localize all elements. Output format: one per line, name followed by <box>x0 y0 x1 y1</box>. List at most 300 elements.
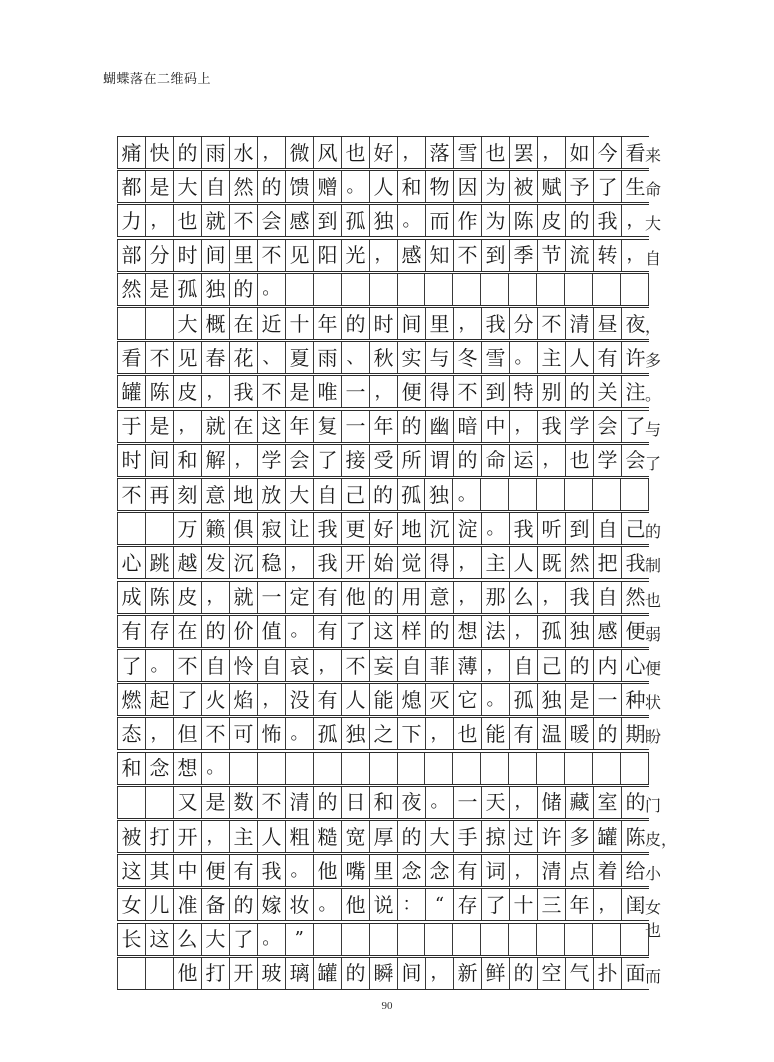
grid-cell: 然 <box>117 274 145 305</box>
grid-cell <box>508 274 536 305</box>
grid-cell: 暖 <box>565 718 593 749</box>
grid-cell: 一 <box>341 411 369 442</box>
grid-cell: 和 <box>397 171 425 202</box>
grid-cell: 在 <box>173 616 201 647</box>
grid-cell: 觉 <box>397 547 425 578</box>
margin-punctuation: 自 <box>645 248 662 268</box>
grid-cell: ， <box>453 547 481 578</box>
grid-cell: 学 <box>593 445 621 476</box>
grid-cell: ， <box>257 137 285 168</box>
grid-cell: 能 <box>481 718 509 749</box>
grid-cell: 之 <box>369 718 397 749</box>
margin-punctuation: 大 <box>645 214 662 234</box>
grid-cell: 。 <box>285 855 313 886</box>
grid-cell: 下 <box>397 718 425 749</box>
grid-cell: 始 <box>369 547 397 578</box>
grid-cell: ， <box>425 958 453 989</box>
grid-cell: 不 <box>229 205 257 236</box>
grid-cell: 不 <box>117 479 145 510</box>
grid-cell: 。 <box>341 171 369 202</box>
grid-cell: 一 <box>453 787 481 818</box>
grid-cell: 人 <box>257 821 285 852</box>
grid-cell: ， <box>621 240 649 271</box>
grid-cell: 孤 <box>341 205 369 236</box>
grid-cell: 把 <box>593 547 621 578</box>
grid-cell: 听 <box>537 513 565 544</box>
grid-cell: 大 <box>173 308 201 339</box>
grid-cell: 而 <box>425 205 453 236</box>
grid-cell: ， <box>145 205 173 236</box>
grid-cell: 关 <box>593 376 621 407</box>
grid-cell: 用 <box>397 582 425 613</box>
grid-cell: ， <box>537 582 565 613</box>
grid-cell: 然 <box>621 582 649 613</box>
grid-cell: 罐 <box>117 376 145 407</box>
grid-cell: 哀 <box>285 650 313 681</box>
grid-cell: 定 <box>285 582 313 613</box>
grid-cell: 地 <box>397 513 425 544</box>
grid-cell: 解 <box>201 445 229 476</box>
grid-cell: 嘴 <box>341 855 369 886</box>
grid-cell: 如 <box>565 137 593 168</box>
grid-cell: 。 <box>452 479 480 510</box>
grid-cell: 流 <box>565 240 593 271</box>
grid-cell: 罢 <box>509 137 537 168</box>
grid-cell: 独 <box>201 274 229 305</box>
grid-cell: 。 <box>257 924 285 955</box>
grid-cell: 陈 <box>145 376 173 407</box>
margin-punctuation: 。 <box>645 385 662 405</box>
margin-punctuation: 多 <box>645 351 662 371</box>
grid-cell: 好 <box>369 137 397 168</box>
grid-cell: 藏 <box>565 787 593 818</box>
grid-cell: 开 <box>341 547 369 578</box>
grid-cell: 我 <box>593 205 621 236</box>
grid-cell: 间 <box>397 308 425 339</box>
grid-cell <box>620 924 649 955</box>
grid-cell <box>341 924 369 955</box>
grid-cell: 大 <box>201 924 229 955</box>
grid-cell <box>341 274 369 305</box>
grid-cell: 词 <box>481 855 509 886</box>
grid-cell: 念 <box>397 855 425 886</box>
grid-cell: 。 <box>481 513 509 544</box>
grid-cell: 雪 <box>453 137 481 168</box>
grid-cell: 到 <box>481 240 509 271</box>
grid-cell: ： <box>397 889 425 920</box>
grid-cell: 到 <box>565 513 593 544</box>
grid-cell <box>397 753 425 784</box>
grid-cell: 就 <box>201 205 229 236</box>
grid-cell: 了 <box>481 889 509 920</box>
grid-cell: 好 <box>369 513 397 544</box>
grid-cell: 唯 <box>313 376 341 407</box>
grid-row <box>117 649 662 682</box>
grid-cell: 人 <box>369 171 397 202</box>
grid-cell: 独 <box>369 205 397 236</box>
grid-cell: 怜 <box>229 650 257 681</box>
grid-cell: 糙 <box>313 821 341 852</box>
grid-cell: 冬 <box>453 342 481 373</box>
grid-cell: 独 <box>537 684 565 715</box>
grid-cell: 让 <box>285 513 313 544</box>
grid-cell: 这 <box>117 855 145 886</box>
grid-cell: 了 <box>313 445 341 476</box>
grid-cell <box>424 274 452 305</box>
grid-cell: 许 <box>621 342 649 373</box>
grid-cell: 皮 <box>173 376 201 407</box>
grid-row <box>117 615 662 648</box>
grid-cell: 分 <box>145 240 173 271</box>
grid-cell: 的 <box>565 650 593 681</box>
grid-cell: 孤 <box>313 718 341 749</box>
grid-cell: 被 <box>117 821 145 852</box>
grid-cell <box>117 958 145 989</box>
grid-cell: 花 <box>229 342 257 373</box>
grid-cell: 的 <box>257 171 285 202</box>
grid-cell: 值 <box>257 616 285 647</box>
grid-cell: ， <box>509 787 537 818</box>
grid-cell: 独 <box>341 718 369 749</box>
grid-cell: 放 <box>257 479 285 510</box>
grid-cell: 概 <box>201 308 229 339</box>
grid-cell: ， <box>621 205 649 236</box>
grid-cell: 有 <box>593 342 621 373</box>
grid-cell: 都 <box>117 171 145 202</box>
grid-cell: 打 <box>145 821 173 852</box>
grid-cell: 他 <box>341 889 369 920</box>
grid-cell: 也 <box>481 137 509 168</box>
grid-cell: ， <box>257 684 285 715</box>
grid-cell: 开 <box>173 821 201 852</box>
grid-cell: 所 <box>397 445 425 476</box>
grid-cell: 的 <box>229 274 257 305</box>
grid-cell: 特 <box>509 376 537 407</box>
grid-cell <box>229 753 257 784</box>
grid-cell: 到 <box>481 376 509 407</box>
grid-cell: 见 <box>285 240 313 271</box>
grid-cell: 也 <box>453 718 481 749</box>
grid-cell <box>564 924 592 955</box>
grid-cell <box>117 787 145 818</box>
grid-cell <box>592 274 620 305</box>
grid-cell: 己 <box>341 479 369 510</box>
grid-row <box>117 717 662 750</box>
grid-cell: 在 <box>229 308 257 339</box>
grid-cell: 燃 <box>117 684 145 715</box>
grid-cell <box>620 753 649 784</box>
grid-cell: 。 <box>285 616 313 647</box>
grid-cell: 因 <box>453 171 481 202</box>
page-number: 90 <box>381 1000 393 1012</box>
grid-cell <box>313 924 341 955</box>
grid-cell: 时 <box>173 240 201 271</box>
grid-cell: 。 <box>201 753 229 784</box>
grid-cell: 它 <box>453 684 481 715</box>
grid-cell: 过 <box>509 821 537 852</box>
grid-cell: 然 <box>229 171 257 202</box>
grid-cell: 不 <box>257 240 285 271</box>
grid-cell <box>117 513 145 544</box>
grid-cell: 、 <box>257 342 285 373</box>
margin-punctuation: 门 <box>645 795 662 815</box>
grid-cell: ， <box>397 137 425 168</box>
grid-cell <box>424 924 452 955</box>
grid-cell: 年 <box>369 411 397 442</box>
grid-cell: 许 <box>537 821 565 852</box>
grid-cell: 阳 <box>313 240 341 271</box>
grid-cell: 念 <box>145 753 173 784</box>
grid-row <box>117 786 662 819</box>
grid-cell: 。 <box>397 205 425 236</box>
grid-cell: 里 <box>369 855 397 886</box>
grid-cell: 我 <box>481 308 509 339</box>
grid-cell: 会 <box>621 445 649 476</box>
grid-cell: 注 <box>621 376 649 407</box>
grid-cell: 一 <box>593 684 621 715</box>
grid-cell: 馈 <box>285 171 313 202</box>
grid-cell: 也 <box>565 445 593 476</box>
grid-cell: 有 <box>509 718 537 749</box>
grid-cell: 被 <box>509 171 537 202</box>
grid-cell: 自 <box>397 650 425 681</box>
grid-cell: ， <box>201 376 229 407</box>
grid-cell: ， <box>509 855 537 886</box>
grid-cell: 的 <box>565 376 593 407</box>
grid-row <box>117 683 662 716</box>
grid-cell: 焰 <box>229 684 257 715</box>
grid-cell <box>145 513 173 544</box>
margin-punctuation: 的 <box>645 522 662 542</box>
grid-row <box>117 888 662 941</box>
grid-cell: 璃 <box>285 958 313 989</box>
grid-cell: 有 <box>453 855 481 886</box>
grid-cell: 地 <box>229 479 257 510</box>
grid-cell: 皮 <box>173 582 201 613</box>
grid-cell: 也 <box>173 205 201 236</box>
grid-cell: 成 <box>117 582 145 613</box>
grid-cell: 掠 <box>481 821 509 852</box>
grid-cell: 自 <box>509 650 537 681</box>
grid-cell: 我 <box>537 411 565 442</box>
grid-cell: 我 <box>565 582 593 613</box>
grid-cell: 万 <box>173 513 201 544</box>
grid-cell: 独 <box>424 479 452 510</box>
grid-cell: 春 <box>201 342 229 373</box>
grid-cell: 空 <box>537 958 565 989</box>
grid-cell: 中 <box>481 411 509 442</box>
grid-cell: 室 <box>593 787 621 818</box>
grid-cell: 妄 <box>369 650 397 681</box>
grid-cell: 。 <box>285 718 313 749</box>
grid-cell: 时 <box>117 445 145 476</box>
grid-cell: 是 <box>201 787 229 818</box>
grid-cell: 的 <box>341 958 369 989</box>
grid-cell: 暗 <box>453 411 481 442</box>
grid-cell: 这 <box>257 411 285 442</box>
grid-cell: 备 <box>201 889 229 920</box>
grid-cell: 不 <box>341 650 369 681</box>
grid-cell: ， <box>593 889 621 920</box>
grid-cell: 意 <box>425 582 453 613</box>
grid-cell: 的 <box>397 821 425 852</box>
grid-cell: 薄 <box>453 650 481 681</box>
grid-cell: 有 <box>313 616 341 647</box>
grid-cell: 雪 <box>481 342 509 373</box>
grid-cell: 跳 <box>145 547 173 578</box>
grid-cell <box>452 274 480 305</box>
grid-cell: 的 <box>229 889 257 920</box>
grid-cell: 陈 <box>621 821 649 852</box>
grid-cell: 的 <box>425 616 453 647</box>
grid-cell: 他 <box>341 582 369 613</box>
grid-cell: 年 <box>285 411 313 442</box>
grid-cell: 储 <box>537 787 565 818</box>
grid-cell: 孤 <box>397 479 425 510</box>
grid-cell: 有 <box>117 616 145 647</box>
grid-cell: 转 <box>593 240 621 271</box>
grid-cell: 主 <box>537 342 565 373</box>
grid-cell: 、 <box>341 342 369 373</box>
grid-cell: 发 <box>201 547 229 578</box>
grid-cell: 微 <box>285 137 313 168</box>
grid-cell <box>313 274 341 305</box>
margin-punctuation: 女也 <box>645 898 662 941</box>
grid-cell: 的 <box>565 205 593 236</box>
grid-cell <box>480 924 508 955</box>
grid-cell: 灭 <box>425 684 453 715</box>
grid-cell <box>285 753 313 784</box>
grid-cell: 赋 <box>537 171 565 202</box>
grid-cell: 三 <box>537 889 565 920</box>
grid-cell: 怖 <box>257 718 285 749</box>
grid-cell: 不 <box>257 376 285 407</box>
grid-cell: 鲜 <box>481 958 509 989</box>
grid-cell: 既 <box>537 547 565 578</box>
grid-cell <box>508 753 536 784</box>
grid-cell: 有 <box>313 582 341 613</box>
grid-cell: 多 <box>565 821 593 852</box>
grid-row <box>117 204 662 237</box>
grid-cell: 粗 <box>285 821 313 852</box>
grid-cell: 的 <box>453 445 481 476</box>
grid-cell: 见 <box>173 342 201 373</box>
grid-cell <box>452 753 480 784</box>
grid-cell: 得 <box>425 376 453 407</box>
grid-cell: 了 <box>173 684 201 715</box>
grid-cell: 清 <box>285 787 313 818</box>
grid-cell: 的 <box>621 787 649 818</box>
grid-cell: 到 <box>313 205 341 236</box>
grid-cell: 近 <box>257 308 285 339</box>
grid-cell: ， <box>313 650 341 681</box>
grid-cell: 了 <box>117 650 145 681</box>
grid-cell: 俱 <box>229 513 257 544</box>
margin-punctuation: 弱 <box>645 624 662 644</box>
grid-cell: 秋 <box>369 342 397 373</box>
grid-cell: 数 <box>229 787 257 818</box>
grid-cell: 落 <box>425 137 453 168</box>
grid-row <box>117 239 662 272</box>
margin-punctuation: 皮， <box>645 830 678 849</box>
grid-cell <box>564 479 592 510</box>
grid-cell: “ <box>425 889 453 920</box>
grid-cell: ， <box>229 445 257 476</box>
grid-cell: 我 <box>313 513 341 544</box>
grid-row <box>117 581 662 614</box>
grid-cell: 这 <box>145 924 173 955</box>
grid-cell: 我 <box>509 513 537 544</box>
grid-cell: 儿 <box>145 889 173 920</box>
grid-cell: 十 <box>509 889 537 920</box>
grid-cell: 季 <box>509 240 537 271</box>
grid-cell: 嫁 <box>257 889 285 920</box>
grid-cell: 沉 <box>229 547 257 578</box>
grid-cell <box>369 753 397 784</box>
grid-cell: 。 <box>481 684 509 715</box>
grid-cell: 心 <box>117 547 145 578</box>
grid-cell: 不 <box>145 342 173 373</box>
grid-cell: 感 <box>397 240 425 271</box>
grid-cell: 的 <box>369 479 397 510</box>
grid-cell: 大 <box>285 479 313 510</box>
grid-cell: 我 <box>313 547 341 578</box>
grid-cell: ， <box>537 445 565 476</box>
grid-cell: 里 <box>425 308 453 339</box>
grid-cell: 自 <box>201 171 229 202</box>
grid-cell: 沉 <box>425 513 453 544</box>
grid-cell <box>145 958 173 989</box>
grid-cell <box>397 274 425 305</box>
grid-cell: 天 <box>481 787 509 818</box>
grid-cell: 水 <box>229 137 257 168</box>
grid-cell: 中 <box>173 855 201 886</box>
grid-cell: 瞬 <box>369 958 397 989</box>
grid-cell: 的 <box>173 137 201 168</box>
grid-cell: ， <box>481 650 509 681</box>
grid-cell: 孤 <box>509 684 537 715</box>
grid-cell: ” <box>285 924 313 955</box>
grid-cell: 十 <box>285 308 313 339</box>
grid-cell: 心 <box>621 650 649 681</box>
grid-cell: 面 <box>621 958 649 989</box>
grid-cell: 日 <box>341 787 369 818</box>
grid-cell: 孤 <box>537 616 565 647</box>
grid-cell <box>536 924 564 955</box>
grid-row <box>117 512 662 545</box>
grid-cell: 孤 <box>173 274 201 305</box>
grid-cell: 看 <box>621 137 649 168</box>
grid-cell: 存 <box>453 889 481 920</box>
grid-cell <box>145 308 173 339</box>
grid-cell: 的 <box>341 308 369 339</box>
margin-punctuation: 来 <box>645 146 662 165</box>
grid-cell: 人 <box>509 547 537 578</box>
grid-row <box>117 923 649 956</box>
grid-cell: 谓 <box>425 445 453 476</box>
grid-cell: 的 <box>369 582 397 613</box>
grid-cell: 时 <box>369 308 397 339</box>
grid-cell: 大 <box>425 821 453 852</box>
grid-cell: 厚 <box>369 821 397 852</box>
grid-cell <box>536 753 564 784</box>
grid-cell <box>313 753 341 784</box>
margin-punctuation: 制 <box>645 556 662 576</box>
grid-cell: 一 <box>341 376 369 407</box>
grid-cell: 罐 <box>313 958 341 989</box>
grid-cell: 部 <box>117 240 145 271</box>
margin-punctuation: 小 <box>645 864 662 884</box>
